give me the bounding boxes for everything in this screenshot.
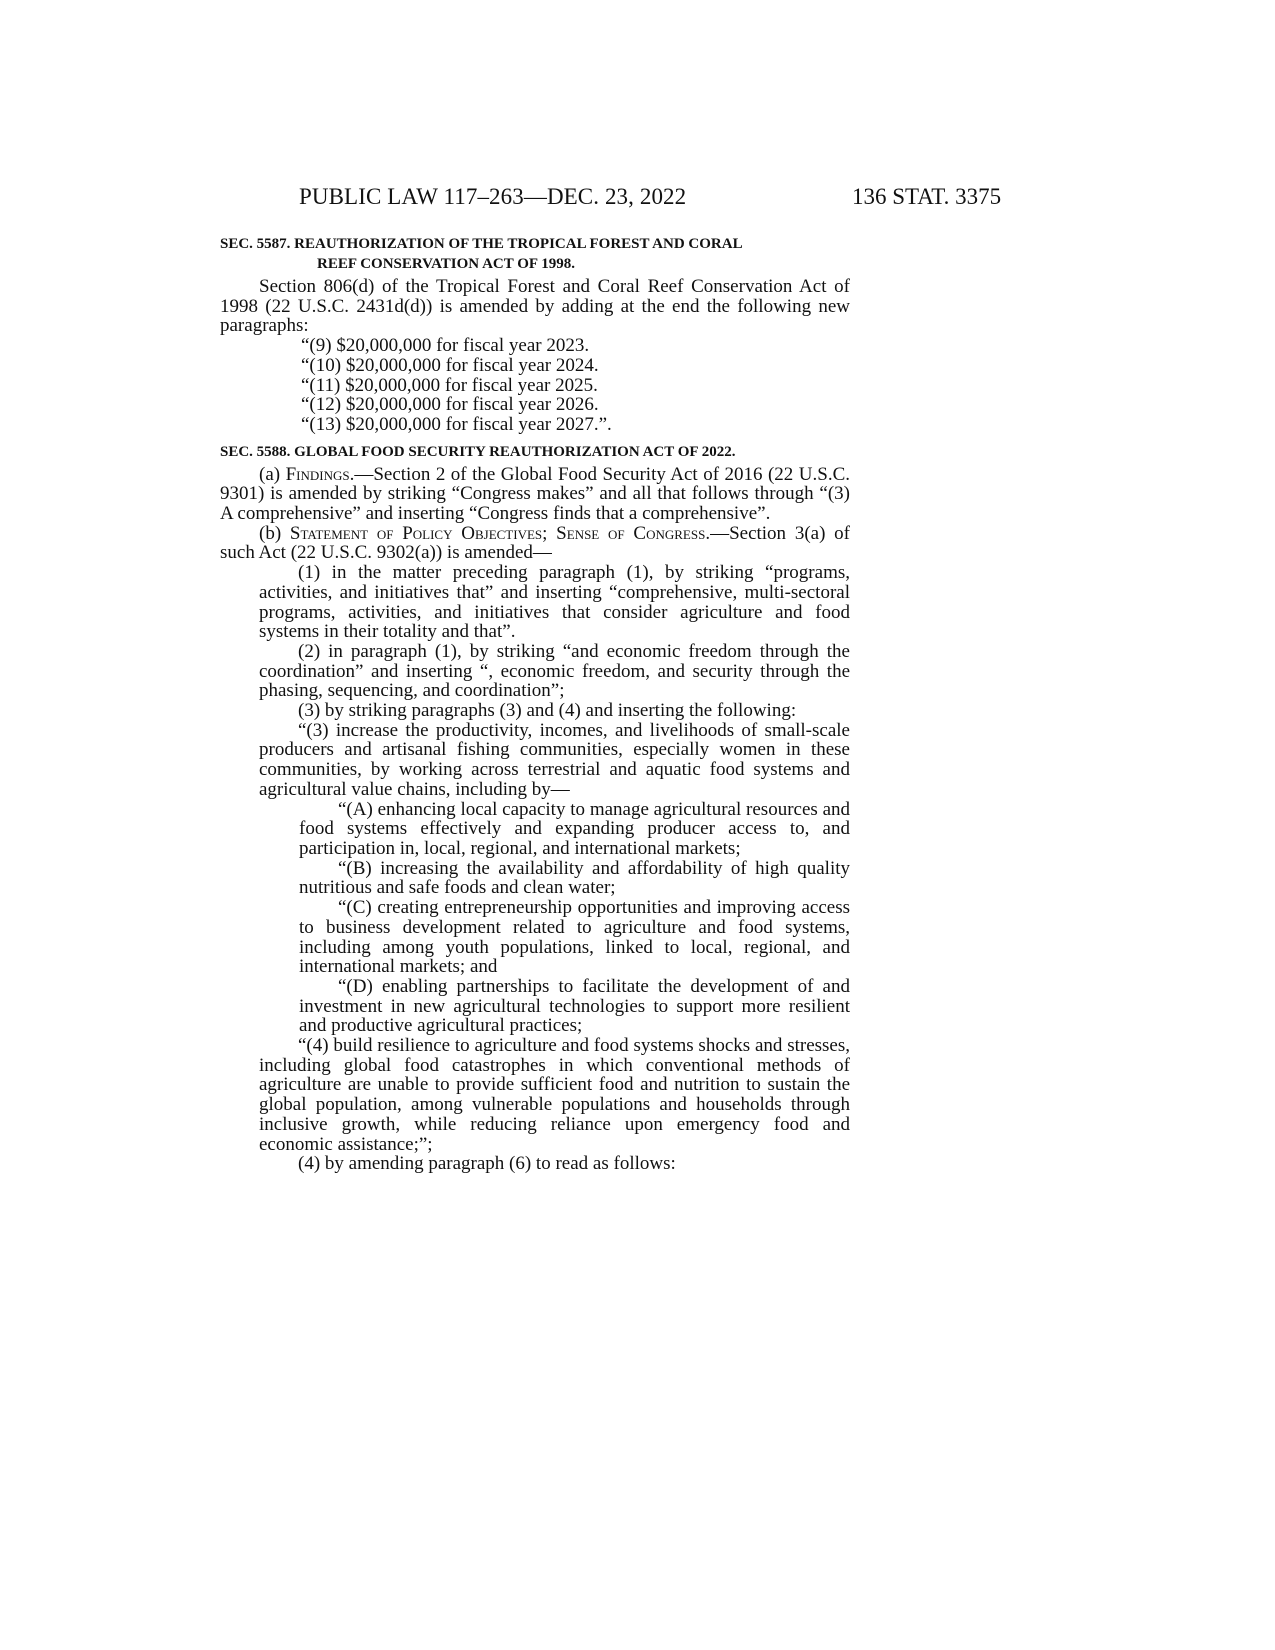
quoted-subparagraph-b: “(B) increasing the availability and affordability of high quality nutritious and safe foods and clean water;	[299, 857, 850, 899]
subsection-a-caption: Findings	[285, 463, 350, 485]
paragraph-3: (3) by striking paragraphs (3) and (4) and inserting the following:	[298, 700, 797, 722]
stat-page-number: 136 STAT. 3375	[852, 184, 1002, 209]
paragraph-4: (4) by amending paragraph (6) to read as follows:	[298, 1153, 676, 1175]
document-body	[220, 234, 850, 1174]
quoted-paragraph-4: “(4) build resilience to agriculture and food systems shocks and stresses, including global food catastrophes in which conventional methods of agriculture are unable to provide sufficient food and nutrition to sustain the global population, among vulnerable populations and households through inclusive growth, while reducing reliance upon emergency food and economic assistance;”;	[259, 1035, 850, 1155]
appropriation-item: “(11) $20,000,000 for fiscal year 2025.	[301, 374, 598, 396]
quoted-subparagraph-c: “(C) creating entrepreneurship opportunities and improving access to business development related to agriculture and food systems, including among youth populations, linked to local, regional, and international markets; and	[299, 897, 850, 978]
section-5587-heading-line2: REEF CONSERVATION ACT OF 1998.	[317, 256, 575, 272]
subsection-b-caption: Statement of Policy Objectives; Sense of Congress	[289, 522, 706, 544]
quoted-subparagraph-d: “(D) enabling partnerships to facilitate the development of and investment in new agricultural technologies to support more resilient and productive agricultural practices;	[299, 975, 850, 1037]
subsection-a-findings	[220, 465, 850, 524]
appropriation-item: “(13) $20,000,000 for fiscal year 2027.”.	[301, 413, 612, 435]
quoted-subparagraph-a: “(A) enhancing local capacity to manage agricultural resources and food systems effectively and expanding producer access to, and participation in, local, regional, and international markets;	[299, 798, 850, 859]
running-head	[0, 184, 1275, 216]
appropriation-item: “(9) $20,000,000 for fiscal year 2023.	[301, 335, 590, 357]
subsection-b-policy	[220, 524, 850, 563]
subsection-a-label: (a)	[259, 463, 286, 485]
subsection-b-text: .—Section 3(a) of such Act (22 U.S.C. 9302(a)) is amended—	[220, 522, 850, 564]
subsection-a-text: .—Section 2 of the Global Food Security Act of 2016 (22 U.S.C. 9301) is amended by striking “Congress makes” and all that follows through “(3) A comprehensive” and inserting “Congress finds that a comprehensive”.	[220, 463, 850, 525]
paragraph-1: (1) in the matter preceding paragraph (1), by striking “programs, activities, and initiatives that” and inserting “comprehensive, multi-sectoral programs, activities, and initiatives that consider agriculture and food systems in their totality and that”.	[259, 562, 850, 643]
section-5587-intro: Section 806(d) of the Tropical Forest and Coral Reef Conservation Act of 1998 (22 U.S.C. 2431d(d)) is amended by adding at the end the following new paragraphs:	[220, 276, 850, 337]
section-5588-heading: SEC. 5588. GLOBAL FOOD SECURITY REAUTHORIZATION ACT OF 2022.	[220, 443, 736, 460]
section-5587-heading-line1: SEC. 5587. REAUTHORIZATION OF THE TROPICAL FOREST AND CORAL	[220, 236, 743, 252]
section-5587-heading	[220, 234, 850, 274]
appropriation-item: “(12) $20,000,000 for fiscal year 2026.	[301, 394, 599, 416]
subsection-b-label: (b)	[259, 522, 290, 544]
appropriation-item: “(10) $20,000,000 for fiscal year 2024.	[301, 354, 599, 376]
running-title: PUBLIC LAW 117–263—DEC. 23, 2022	[299, 184, 687, 209]
paragraph-2: (2) in paragraph (1), by striking “and economic freedom through the coordination” and inserting “, economic freedom, and security through the phasing, sequencing, and coordination”;	[259, 640, 850, 702]
quoted-paragraph-3: “(3) increase the productivity, incomes, and livelihoods of small-scale producers and artisanal fishing communities, especially women in these communities, by working across terrestrial and aquatic food systems and agricultural value chains, including by—	[259, 719, 850, 800]
